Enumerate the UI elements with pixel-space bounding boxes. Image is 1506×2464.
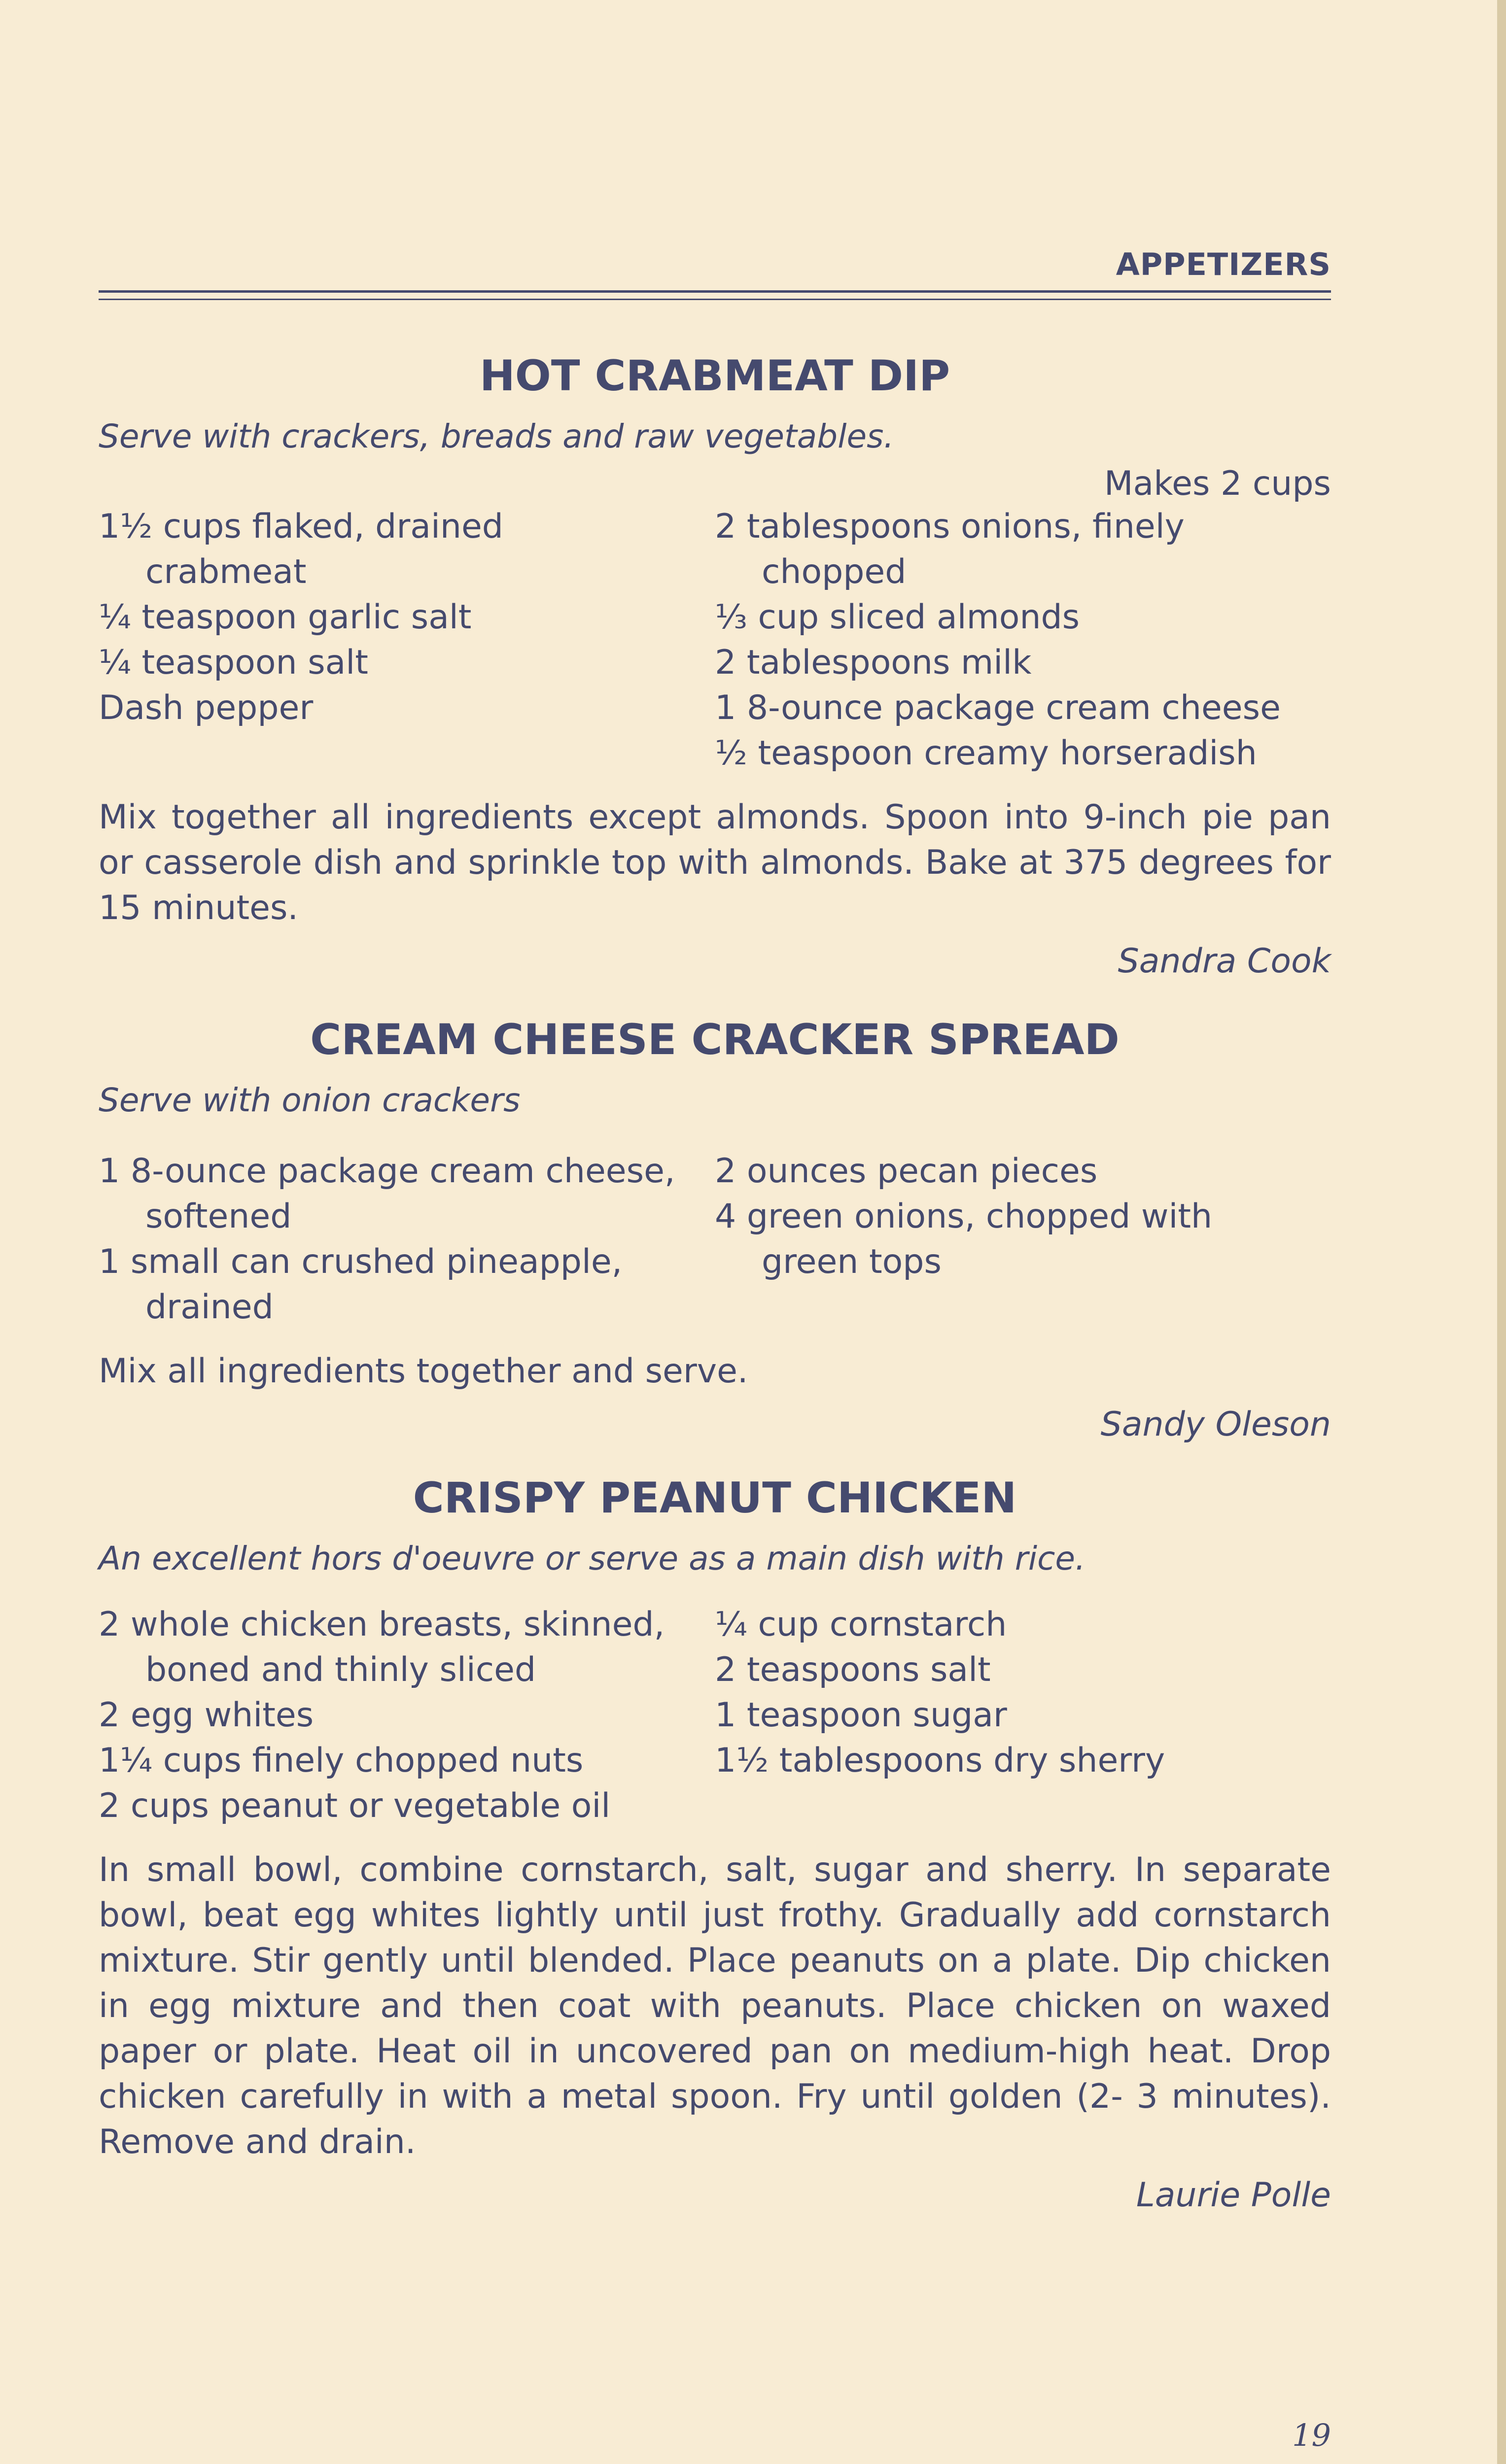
section-title: APPETIZERS xyxy=(1116,246,1331,282)
recipe-directions: In small bowl, combine cornstarch, salt, sugar and sherry. In separate bowl, beat egg whites lightly until just frothy. Gradually add cornstarch mixture. Stir gently until blended. Place peanuts on a plate. Dip chicken in egg mixture and then coat with peanuts. Place chicken on waxed paper or plate. Heat oil in uncovered pan on medium-high heat. Drop chicken carefully in with a metal spoon. Fry until golden (2- 3 minutes). Remove and drain. xyxy=(99,1850,1331,2161)
ingredient: 2 ounces pecan pieces xyxy=(715,1152,1098,1191)
recipe-title: CRISPY PEANUT CHICKEN xyxy=(413,1473,1017,1523)
ingredient: ¼ teaspoon garlic salt xyxy=(99,598,472,637)
recipe-title: CREAM CHEESE CRACKER SPREAD xyxy=(310,1015,1120,1064)
recipe-author: Laurie Polle xyxy=(1136,2176,1331,2215)
ingredient: 2 tablespoons milk xyxy=(715,643,1032,682)
recipe-title: HOT CRABMEAT DIP xyxy=(479,351,950,401)
ingredient-list xyxy=(99,1149,1331,1330)
ingredient: 2 egg whites xyxy=(99,1696,314,1735)
ingredient: 2 tablespoons onions, finely chopped xyxy=(715,507,1185,591)
ingredient: ½ teaspoon creamy horseradish xyxy=(715,734,1257,773)
ingredient: 1 8-ounce package cream cheese xyxy=(715,688,1281,727)
ingredient-column-right xyxy=(715,1149,1331,1330)
header-rule-top xyxy=(99,290,1331,293)
recipe-intro: An excellent hors d'oeuvre or serve as a main dish with rice. xyxy=(99,1540,1086,1577)
section-header xyxy=(99,246,1331,282)
ingredient: Dash pepper xyxy=(99,688,314,727)
page-edge xyxy=(1497,0,1506,2464)
ingredient-column-left xyxy=(99,504,715,776)
recipe-yield: Makes 2 cups xyxy=(1104,464,1331,503)
recipe-author: Sandy Oleson xyxy=(1100,1405,1331,1444)
ingredient: 2 cups peanut or vegetable oil xyxy=(99,1786,611,1825)
page-number: 19 xyxy=(1292,2417,1331,2453)
ingredient-column-right xyxy=(715,504,1331,776)
header-rule-bottom xyxy=(99,299,1331,300)
ingredient: 1 8-ounce package cream cheese, softened xyxy=(99,1152,675,1236)
ingredient: 1½ cups flaked, drained crabmeat xyxy=(99,507,503,591)
recipe-directions: Mix together all ingredients except almonds. Spoon into 9-inch pie pan or casserole dish and sprinkle top with almonds. Bake at 375 degrees for 15 minutes. xyxy=(99,798,1331,927)
ingredient: 4 green onions, chopped with green tops xyxy=(715,1197,1213,1281)
ingredient: 2 whole chicken breasts, skinned, boned and thinly sliced xyxy=(99,1605,665,1689)
ingredient: 1½ tablespoons dry sherry xyxy=(715,1741,1165,1780)
ingredient-column-left xyxy=(99,1149,715,1330)
ingredient-list xyxy=(99,1602,1331,1829)
ingredient: ⅓ cup sliced almonds xyxy=(715,598,1080,637)
ingredient: 1 small can crushed pineapple, drained xyxy=(99,1242,623,1327)
ingredient: 2 teaspoons salt xyxy=(715,1650,991,1689)
ingredient-list xyxy=(99,504,1331,776)
recipe-intro: Serve with crackers, breads and raw vegetables. xyxy=(99,417,894,455)
ingredient: 1 teaspoon sugar xyxy=(715,1696,1007,1735)
recipe-directions: Mix all ingredients together and serve. xyxy=(99,1352,748,1391)
ingredient-column-left xyxy=(99,1602,715,1829)
ingredient: ¼ teaspoon salt xyxy=(99,643,368,682)
ingredient: ¼ cup cornstarch xyxy=(715,1605,1007,1644)
recipe-intro: Serve with onion crackers xyxy=(99,1081,521,1119)
recipe-author: Sandra Cook xyxy=(1118,942,1331,981)
ingredient-column-right xyxy=(715,1602,1331,1829)
cookbook-page xyxy=(99,246,1331,2215)
ingredient: 1¼ cups finely chopped nuts xyxy=(99,1741,584,1780)
